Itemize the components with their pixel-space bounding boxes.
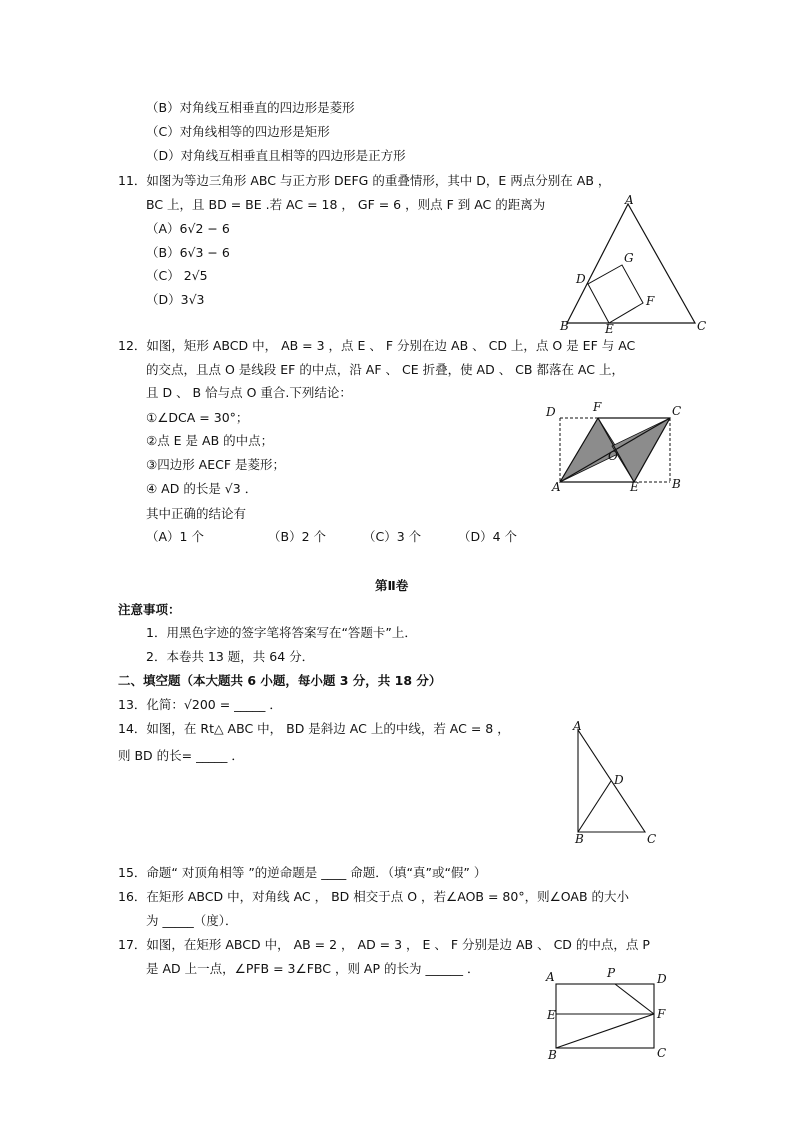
q11-label-a: A: [625, 193, 634, 207]
q12-conclusion-3: ③四边形 AECF 是菱形；: [146, 457, 286, 472]
q10-option-c: （C）对角线相等的四边形是矩形: [146, 124, 330, 139]
q11-label-d: D: [576, 272, 586, 286]
q11-option-d: （D）3√3: [146, 292, 205, 307]
q12-stem-line1: 12．如图，矩形 ABCD 中， AB = 3 ，点 E 、 F 分别在边 AB 、 CD 上，点 O 是 EF 与 AC: [118, 338, 636, 353]
q12-conclusion-2: ②点 E 是 AB 的中点；: [146, 433, 274, 448]
q14-label-a: A: [573, 719, 582, 733]
q12-stem-line2: 的交点，且点 O 是线段 EF 的中点，沿 AF 、 CE 折叠，使 AD 、 CB 都落在 AC 上，: [146, 362, 624, 377]
q11-label-e: E: [605, 322, 614, 334]
q16-stem-line2: 为 _____（度）．: [146, 913, 238, 928]
q11-label-b: B: [560, 319, 569, 333]
q12-option-a: （A）1 个: [146, 529, 204, 544]
q17-label-p: P: [607, 966, 616, 980]
part-title: 二、填空题（本大题共 6 小题，每小题 3 分，共 18 分）: [118, 673, 442, 688]
q11-option-b: （B）6√3 − 6: [146, 245, 230, 260]
q12-label-e: E: [630, 480, 639, 494]
q10-option-d: （D）对角线互相垂直且相等的四边形是正方形: [146, 148, 406, 163]
q12-label-d: D: [546, 405, 556, 419]
q11-option-a: （A）6√2 − 6: [146, 221, 230, 236]
q14-figure: [565, 718, 665, 848]
q16-stem-line1: 16．在矩形 ABCD 中，对角线 AC ， BD 相交于点 O ，若∠AOB = 80°，则∠OAB 的大小: [118, 889, 630, 904]
q17-label-e: E: [547, 1008, 556, 1022]
q14-label-d: D: [614, 773, 624, 787]
q11-label-c: C: [697, 319, 707, 333]
q17-label-f: F: [657, 1007, 666, 1021]
q12-option-d: （D）4 个: [458, 529, 518, 544]
q12-summary: 其中正确的结论有: [146, 506, 247, 521]
q11-label-g: G: [624, 251, 634, 265]
q17-rectangle-abcd: [556, 984, 654, 1048]
section-title: 第Ⅱ卷: [375, 578, 409, 593]
q14-label-b: B: [575, 832, 584, 846]
q12-conclusion-4: ④ AD 的长是 √3 ．: [146, 481, 258, 496]
q12-label-b: B: [672, 477, 681, 491]
q12-option-c: （C）3 个: [363, 529, 422, 544]
q10-option-b: （B）对角线互相垂直的四边形是菱形: [146, 100, 355, 115]
q12-label-o: O: [608, 449, 618, 463]
q13-stem: 13．化简：√200 = _____ ．: [118, 697, 282, 712]
q12-conclusion-1: ①∠DCA = 30°；: [146, 410, 249, 425]
q12-stem-line3: 且 D 、 B 恰与点 O 重合.下列结论：: [146, 385, 352, 400]
q14-median-bd: [578, 781, 611, 832]
notes-title: 注意事项：: [118, 602, 181, 617]
q12-figure: [540, 398, 690, 496]
note-1: 1．用黑色字迹的签字笔将答案写在“答题卡”上．: [146, 625, 417, 640]
q14-stem-line2: 则 BD 的长= _____ ．: [118, 748, 244, 763]
q17-label-b: B: [548, 1048, 557, 1062]
q14-label-c: C: [647, 832, 657, 846]
q11-square-defg: [588, 265, 643, 323]
q17-stem-line1: 17．如图，在矩形 ABCD 中， AB = 2 ， AD = 3 ， E 、 F 分别是边 AB 、 CD 的中点，点 P: [118, 937, 650, 952]
q12-label-c: C: [672, 404, 682, 418]
q11-stem-line2: BC 上，且 BD = BE .若 AC = 18 ， GF = 6 ，则点 F 到 AC 的距离为: [146, 197, 546, 212]
q12-label-a: A: [552, 480, 561, 494]
q11-figure: [555, 192, 715, 334]
q17-segment-bf: [556, 1014, 654, 1048]
note-2: 2．本卷共 13 题，共 64 分．: [146, 649, 315, 664]
q12-option-b: （B）2 个: [268, 529, 327, 544]
q14-stem-line1: 14．如图，在 Rt△ ABC 中， BD 是斜边 AC 上的中线，若 AC = 8 ，: [118, 721, 510, 736]
q17-segment-pf: [615, 984, 654, 1014]
q17-label-a: A: [546, 970, 555, 984]
q17-figure: [540, 962, 675, 1062]
q11-stem-line1: 11．如图为等边三角形 ABC 与正方形 DEFG 的重叠情形，其中 D，E 两点分别在 AB ，: [118, 173, 611, 188]
q17-stem-line2: 是 AD 上一点，∠PFB = 3∠FBC ，则 AP 的长为 ______ ．: [146, 961, 480, 976]
q11-option-c: （C） 2√5: [146, 268, 208, 283]
q12-label-f: F: [593, 400, 602, 414]
q15-stem: 15．命题“ 对顶角相等 ”的逆命题是 ____ 命题．（填“真”或“假” ）: [118, 865, 487, 880]
q17-label-d: D: [657, 972, 667, 986]
q17-label-c: C: [657, 1046, 667, 1060]
q11-label-f: F: [646, 294, 655, 308]
q12-fold-right: [612, 418, 670, 482]
